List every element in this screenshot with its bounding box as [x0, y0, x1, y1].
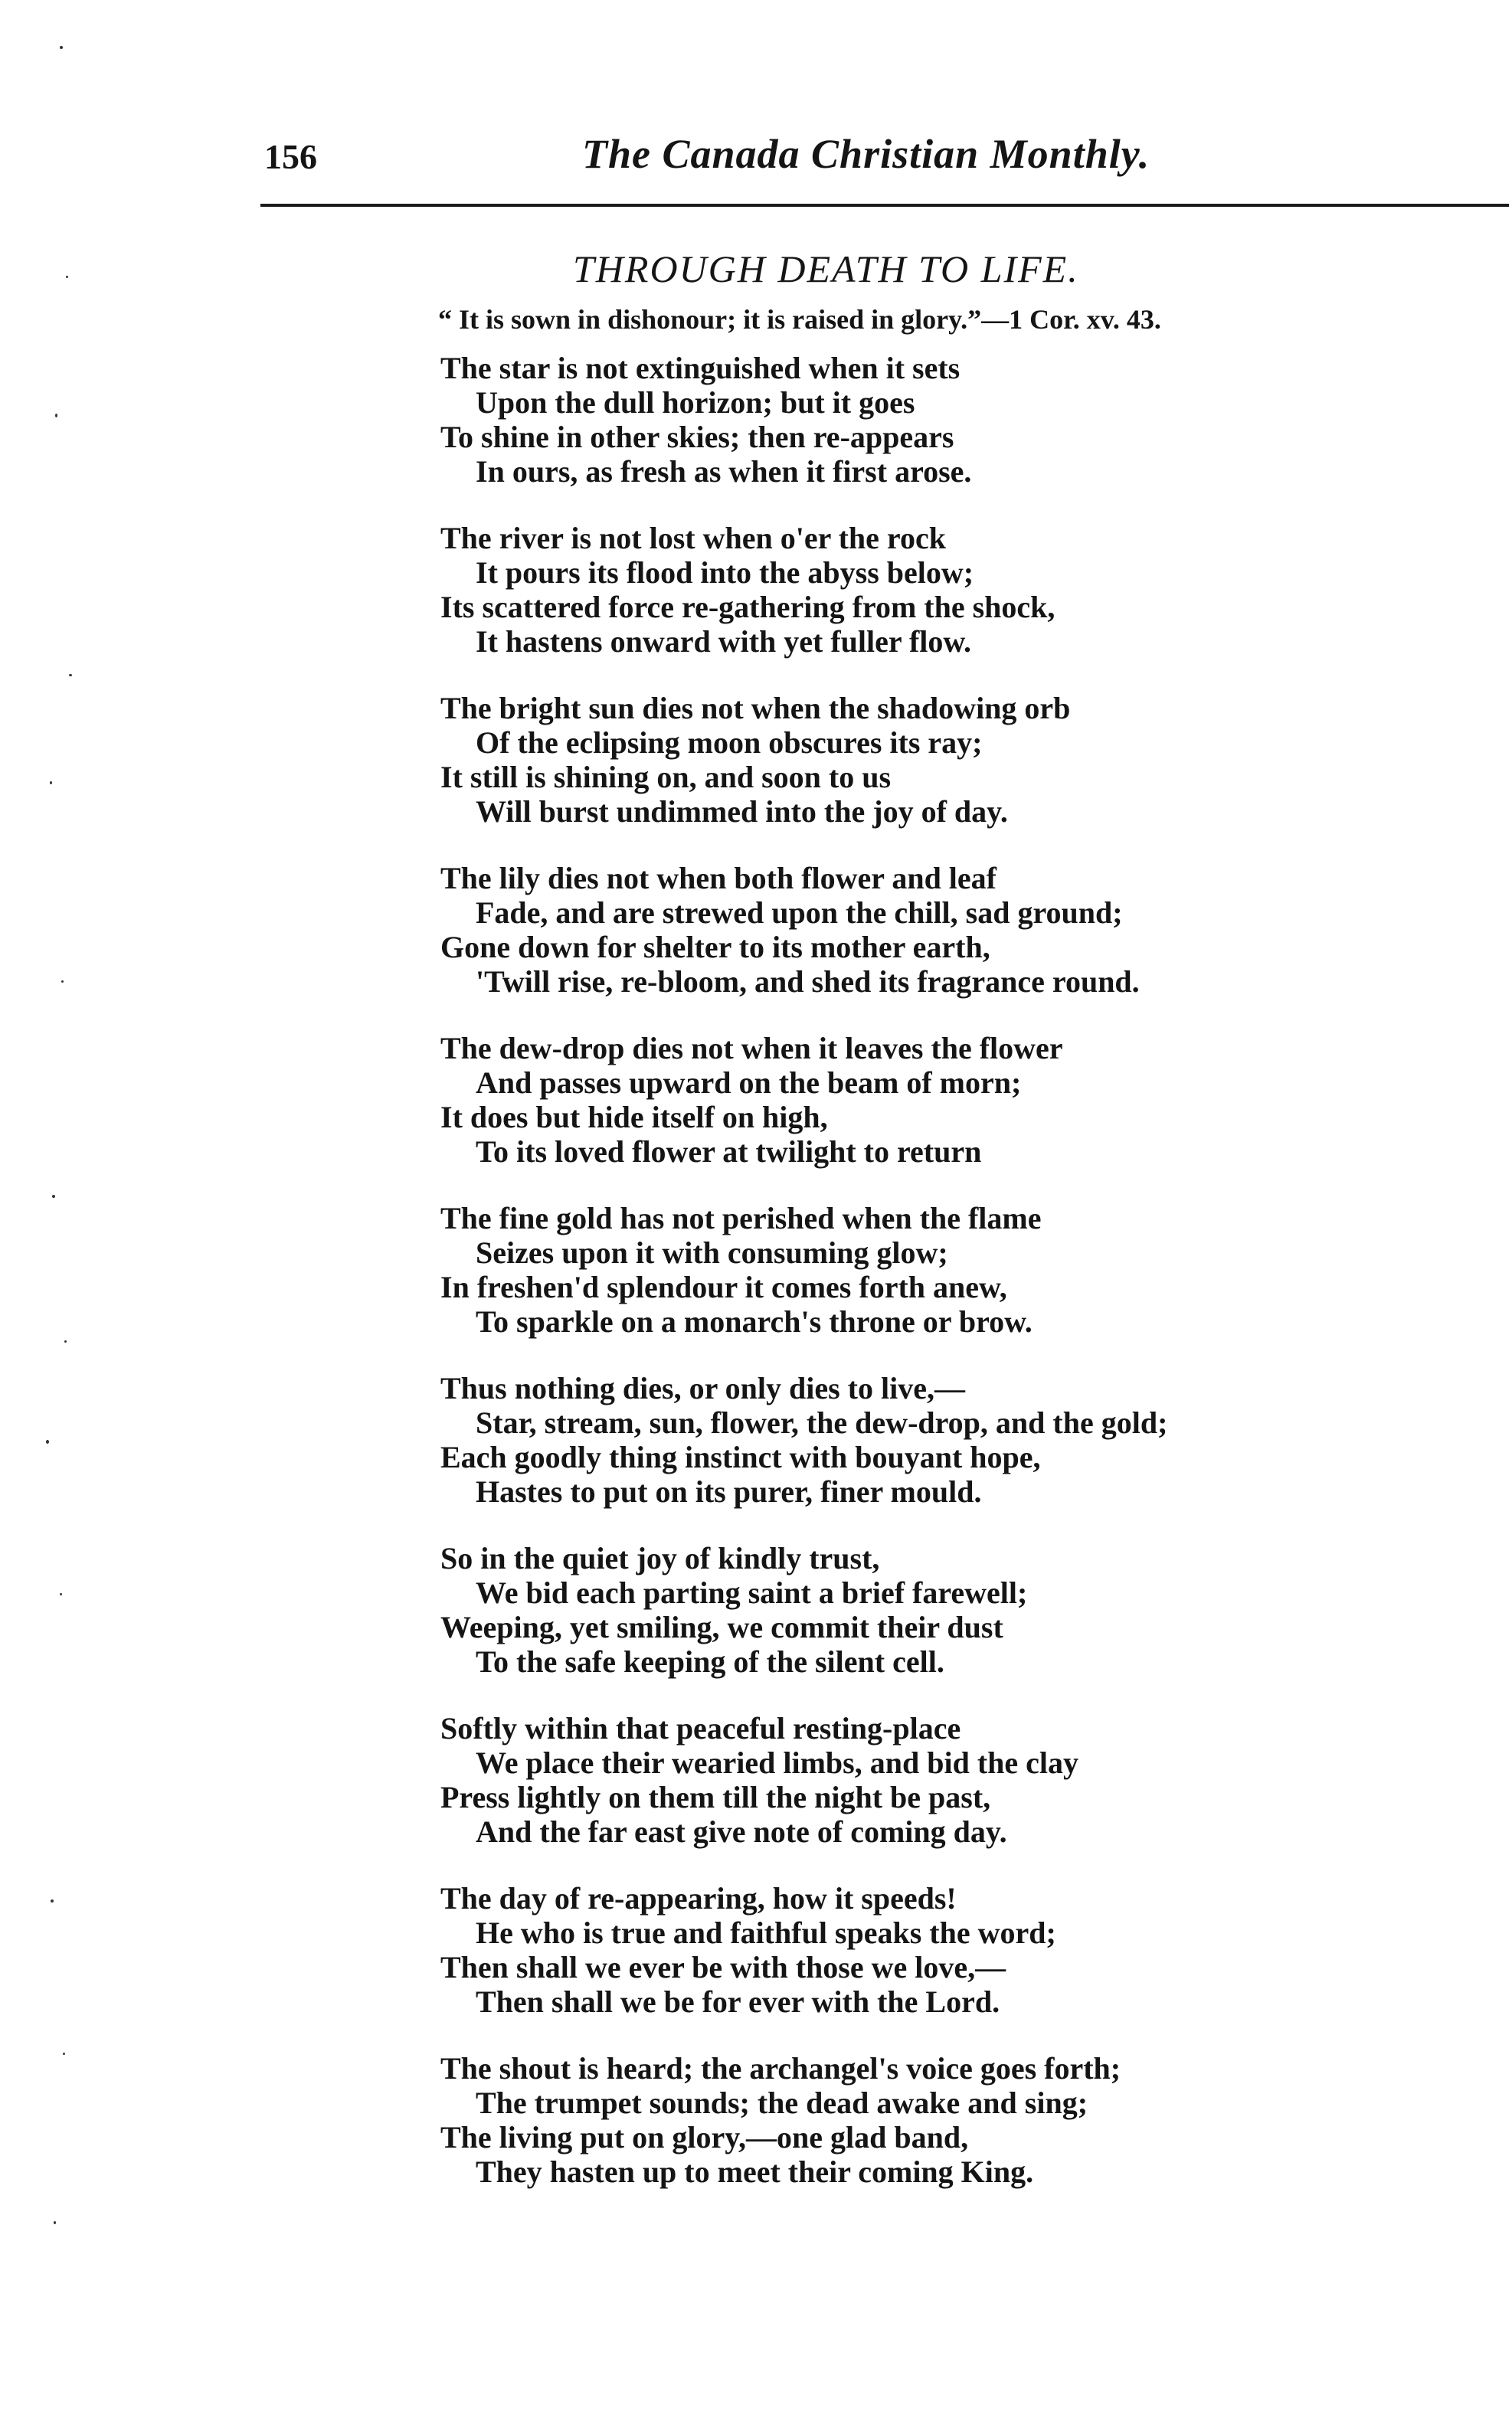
- poem-line: Will burst undimmed into the joy of day.: [476, 794, 1008, 829]
- poem-line: Then shall we ever be with those we love,—: [440, 1950, 1006, 1984]
- poem-line: Fade, and are strewed upon the chill, sad ground;: [476, 895, 1123, 930]
- poem-line: Thus nothing dies, or only dies to live,—: [440, 1371, 965, 1405]
- stanza: [440, 691, 1505, 829]
- stanza: [440, 861, 1505, 999]
- stanza: [440, 351, 1505, 489]
- poem-line: Its scattered force re-gathering from the shock,: [440, 590, 1055, 624]
- poem-line: It still is shining on, and soon to us: [440, 760, 892, 794]
- poem-line: Weeping, yet smiling, we commit their dust: [440, 1610, 1003, 1644]
- stanza: [440, 1371, 1505, 1509]
- running-head: The Canada Christian Monthly.: [582, 131, 1150, 177]
- poem-line: To shine in other skies; then re-appears: [440, 420, 954, 454]
- poem-line: To the safe keeping of the silent cell.: [476, 1644, 944, 1679]
- poem-line: We place their wearied limbs, and bid the clay: [476, 1746, 1079, 1780]
- poem-line: Seizes upon it with consuming glow;: [476, 1235, 948, 1270]
- stanza: [440, 521, 1505, 659]
- poem-line: It hastens onward with yet fuller flow.: [476, 624, 972, 659]
- poem-line: The river is not lost when o'er the rock: [440, 521, 946, 555]
- poem-line: To sparkle on a monarch's throne or brow.: [476, 1304, 1033, 1339]
- poem-line: In freshen'd splendour it comes forth anew,: [440, 1270, 1007, 1304]
- poem-line: We bid each parting saint a brief farewell;: [476, 1575, 1028, 1610]
- poem-line: Of the eclipsing moon obscures its ray;: [476, 725, 983, 760]
- poem-title: THROUGH DEATH TO LIFE.: [573, 247, 1079, 290]
- poem-line: The trumpet sounds; the dead awake and sing;: [476, 2086, 1088, 2120]
- poem-line: Hastes to put on its purer, finer mould.: [476, 1474, 982, 1509]
- stanza: [440, 2051, 1505, 2189]
- stanza: [440, 1541, 1505, 1679]
- poem-body: [440, 351, 1505, 2221]
- poem-line: The day of re-appearing, how it speeds!: [440, 1881, 957, 1916]
- header-rule: [260, 204, 1509, 207]
- poem-line: They hasten up to meet their coming King.: [476, 2155, 1034, 2189]
- poem-line: Each goodly thing instinct with bouyant hope,: [440, 1440, 1041, 1474]
- poem-line: To its loved flower at twilight to return: [476, 1134, 982, 1169]
- poem-line: Gone down for shelter to its mother earth,: [440, 930, 990, 964]
- poem-line: Star, stream, sun, flower, the dew-drop, and the gold;: [476, 1405, 1168, 1440]
- poem-line: The dew-drop dies not when it leaves the flower: [440, 1031, 1063, 1065]
- stanza: [440, 1031, 1505, 1169]
- poem-line: And passes upward on the beam of morn;: [476, 1065, 1022, 1100]
- poem-line: The star is not extinguished when it sets: [440, 351, 961, 385]
- poem-line: In ours, as fresh as when it first arose.: [476, 454, 972, 489]
- poem-line: It pours its flood into the abyss below;: [476, 555, 974, 590]
- poem-line: Then shall we be for ever with the Lord.: [476, 1984, 1000, 2019]
- stanza: [440, 1881, 1505, 2019]
- stanza: [440, 1201, 1505, 1339]
- poem-line: So in the quiet joy of kindly trust,: [440, 1541, 880, 1575]
- poem-line: The bright sun dies not when the shadowing orb: [440, 691, 1071, 725]
- poem-line: The lily dies not when both flower and leaf: [440, 861, 997, 895]
- poem-line: Softly within that peaceful resting-place: [440, 1711, 961, 1746]
- stanza: [440, 1711, 1505, 1849]
- poem-line: 'Twill rise, re-bloom, and shed its fragrance round.: [476, 964, 1140, 999]
- poem-line: Press lightly on them till the night be past,: [440, 1780, 991, 1814]
- poem-line: He who is true and faithful speaks the word;: [476, 1916, 1056, 1950]
- poem-line: It does but hide itself on high,: [440, 1100, 828, 1134]
- poem-line: The fine gold has not perished when the flame: [440, 1201, 1042, 1235]
- poem-line: The shout is heard; the archangel's voice goes forth;: [440, 2051, 1121, 2086]
- poem-line: Upon the dull horizon; but it goes: [476, 385, 915, 420]
- poem-epigraph: “ It is sown in dishonour; it is raised in glory.”—1 Cor. xv. 43.: [438, 304, 1161, 335]
- margin-scan-specks: [15, 0, 77, 2431]
- poem-line: The living put on glory,—one glad band,: [440, 2120, 969, 2155]
- page-number: 156: [264, 137, 317, 176]
- poem-line: And the far east give note of coming day.: [476, 1814, 1007, 1849]
